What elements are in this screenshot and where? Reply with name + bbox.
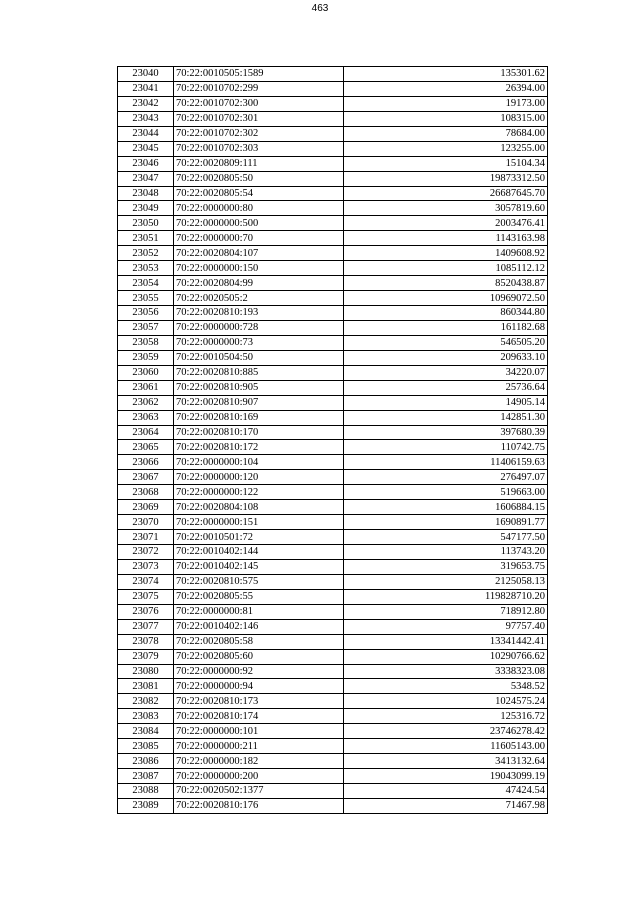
table-row [118, 335, 548, 350]
row-number-cell: 23047 [118, 171, 174, 186]
row-number-cell: 23086 [118, 754, 174, 769]
table-row [118, 470, 548, 485]
value-cell: 5348.52 [344, 679, 548, 694]
row-number-cell: 23084 [118, 724, 174, 739]
value-cell: 11406159.63 [344, 455, 548, 470]
cadastral-number-cell: 70:22:0020810:174 [174, 709, 344, 724]
records-table-body [118, 67, 548, 814]
table-row [118, 291, 548, 306]
value-cell: 2003476.41 [344, 216, 548, 231]
table-row [118, 784, 548, 799]
value-cell: 119828710.20 [344, 589, 548, 604]
cadastral-number-cell: 70:22:0020505:2 [174, 291, 344, 306]
cadastral-number-cell: 70:22:0000000:122 [174, 485, 344, 500]
cadastral-number-cell: 70:22:0010702:303 [174, 141, 344, 156]
value-cell: 10969072.50 [344, 291, 548, 306]
row-number-cell: 23088 [118, 784, 174, 799]
value-cell: 1409608.92 [344, 246, 548, 261]
row-number-cell: 23077 [118, 619, 174, 634]
table-row [118, 276, 548, 291]
cadastral-number-cell: 70:22:0020810:193 [174, 306, 344, 321]
value-cell: 276497.07 [344, 470, 548, 485]
table-row [118, 111, 548, 126]
table-row [118, 156, 548, 171]
value-cell: 135301.62 [344, 67, 548, 82]
value-cell: 19873312.50 [344, 171, 548, 186]
row-number-cell: 23059 [118, 350, 174, 365]
row-number-cell: 23063 [118, 410, 174, 425]
value-cell: 123255.00 [344, 141, 548, 156]
table-row [118, 261, 548, 276]
row-number-cell: 23075 [118, 589, 174, 604]
cadastral-number-cell: 70:22:0000000:80 [174, 201, 344, 216]
row-number-cell: 23087 [118, 769, 174, 784]
value-cell: 34220.07 [344, 365, 548, 380]
cadastral-number-cell: 70:22:0010501:72 [174, 530, 344, 545]
cadastral-number-cell: 70:22:0020804:107 [174, 246, 344, 261]
value-cell: 14905.14 [344, 395, 548, 410]
cadastral-number-cell: 70:22:0000000:728 [174, 320, 344, 335]
value-cell: 110742.75 [344, 440, 548, 455]
row-number-cell: 23053 [118, 261, 174, 276]
table-row [118, 365, 548, 380]
table-row [118, 709, 548, 724]
table-row [118, 739, 548, 754]
cadastral-number-cell: 70:22:0010702:299 [174, 81, 344, 96]
row-number-cell: 23051 [118, 231, 174, 246]
cadastral-number-cell: 70:22:0010702:301 [174, 111, 344, 126]
row-number-cell: 23079 [118, 649, 174, 664]
cadastral-number-cell: 70:22:0000000:200 [174, 769, 344, 784]
table-row [118, 589, 548, 604]
value-cell: 1143163.98 [344, 231, 548, 246]
value-cell: 78684.00 [344, 126, 548, 141]
row-number-cell: 23078 [118, 634, 174, 649]
row-number-cell: 23060 [118, 365, 174, 380]
cadastral-number-cell: 70:22:0000000:81 [174, 604, 344, 619]
value-cell: 161182.68 [344, 320, 548, 335]
cadastral-number-cell: 70:22:0020502:1377 [174, 784, 344, 799]
table-row [118, 798, 548, 813]
row-number-cell: 23050 [118, 216, 174, 231]
table-row [118, 440, 548, 455]
cadastral-number-cell: 70:22:0020810:575 [174, 574, 344, 589]
table-row [118, 231, 548, 246]
cadastral-number-cell: 70:22:0010702:302 [174, 126, 344, 141]
value-cell: 23746278.42 [344, 724, 548, 739]
cadastral-number-cell: 70:22:0020810:905 [174, 380, 344, 395]
value-cell: 397680.39 [344, 425, 548, 440]
table-row [118, 485, 548, 500]
row-number-cell: 23049 [118, 201, 174, 216]
cadastral-number-cell: 70:22:0020810:176 [174, 798, 344, 813]
row-number-cell: 23065 [118, 440, 174, 455]
table-row [118, 67, 548, 82]
table-row [118, 201, 548, 216]
cadastral-number-cell: 70:22:0020810:173 [174, 694, 344, 709]
value-cell: 519663.00 [344, 485, 548, 500]
row-number-cell: 23085 [118, 739, 174, 754]
table-row [118, 634, 548, 649]
cadastral-number-cell: 70:22:0010402:145 [174, 559, 344, 574]
cadastral-number-cell: 70:22:0000000:211 [174, 739, 344, 754]
row-number-cell: 23068 [118, 485, 174, 500]
value-cell: 97757.40 [344, 619, 548, 634]
value-cell: 8520438.87 [344, 276, 548, 291]
table-row [118, 96, 548, 111]
table-row [118, 530, 548, 545]
cadastral-number-cell: 70:22:0000000:104 [174, 455, 344, 470]
value-cell: 1606884.15 [344, 500, 548, 515]
table-row [118, 425, 548, 440]
row-number-cell: 23083 [118, 709, 174, 724]
table-row [118, 350, 548, 365]
table-row [118, 171, 548, 186]
cadastral-number-cell: 70:22:0020809:111 [174, 156, 344, 171]
value-cell: 15104.34 [344, 156, 548, 171]
value-cell: 47424.54 [344, 784, 548, 799]
table-row [118, 649, 548, 664]
table-row [118, 246, 548, 261]
value-cell: 19043099.19 [344, 769, 548, 784]
value-cell: 1085112.12 [344, 261, 548, 276]
table-row [118, 724, 548, 739]
value-cell: 26394.00 [344, 81, 548, 96]
value-cell: 3338323.08 [344, 664, 548, 679]
row-number-cell: 23052 [118, 246, 174, 261]
value-cell: 113743.20 [344, 545, 548, 560]
cadastral-number-cell: 70:22:0010402:144 [174, 545, 344, 560]
cadastral-number-cell: 70:22:0000000:92 [174, 664, 344, 679]
cadastral-number-cell: 70:22:0010504:50 [174, 350, 344, 365]
cadastral-number-cell: 70:22:0010702:300 [174, 96, 344, 111]
row-number-cell: 23061 [118, 380, 174, 395]
page-number: 463 [311, 3, 329, 14]
row-number-cell: 23043 [118, 111, 174, 126]
table-row [118, 395, 548, 410]
row-number-cell: 23054 [118, 276, 174, 291]
table-row [118, 574, 548, 589]
row-number-cell: 23064 [118, 425, 174, 440]
row-number-cell: 23070 [118, 515, 174, 530]
table-row [118, 664, 548, 679]
row-number-cell: 23073 [118, 559, 174, 574]
value-cell: 142851.30 [344, 410, 548, 425]
table-row [118, 126, 548, 141]
table-row [118, 754, 548, 769]
cadastral-number-cell: 70:22:0020805:58 [174, 634, 344, 649]
row-number-cell: 23045 [118, 141, 174, 156]
cadastral-number-cell: 70:22:0020810:907 [174, 395, 344, 410]
table-row [118, 410, 548, 425]
table-row [118, 380, 548, 395]
value-cell: 718912.80 [344, 604, 548, 619]
row-number-cell: 23076 [118, 604, 174, 619]
cadastral-number-cell: 70:22:0010505:1589 [174, 67, 344, 82]
value-cell: 11605143.00 [344, 739, 548, 754]
value-cell: 860344.80 [344, 306, 548, 321]
value-cell: 1024575.24 [344, 694, 548, 709]
row-number-cell: 23057 [118, 320, 174, 335]
records-table [117, 66, 548, 814]
table-row [118, 559, 548, 574]
cadastral-number-cell: 70:22:0000000:151 [174, 515, 344, 530]
value-cell: 3413132.64 [344, 754, 548, 769]
cadastral-number-cell: 70:22:0020805:55 [174, 589, 344, 604]
value-cell: 125316.72 [344, 709, 548, 724]
row-number-cell: 23042 [118, 96, 174, 111]
value-cell: 25736.64 [344, 380, 548, 395]
value-cell: 209633.10 [344, 350, 548, 365]
value-cell: 2125058.13 [344, 574, 548, 589]
table-row [118, 515, 548, 530]
table-row [118, 186, 548, 201]
value-cell: 319653.75 [344, 559, 548, 574]
value-cell: 1690891.77 [344, 515, 548, 530]
cadastral-number-cell: 70:22:0020804:108 [174, 500, 344, 515]
row-number-cell: 23040 [118, 67, 174, 82]
cadastral-number-cell: 70:22:0000000:120 [174, 470, 344, 485]
row-number-cell: 23072 [118, 545, 174, 560]
value-cell: 10290766.62 [344, 649, 548, 664]
row-number-cell: 23062 [118, 395, 174, 410]
cadastral-number-cell: 70:22:0000000:500 [174, 216, 344, 231]
table-row [118, 216, 548, 231]
cadastral-number-cell: 70:22:0020805:50 [174, 171, 344, 186]
cadastral-number-cell: 70:22:0000000:182 [174, 754, 344, 769]
row-number-cell: 23048 [118, 186, 174, 201]
cadastral-number-cell: 70:22:0020810:169 [174, 410, 344, 425]
value-cell: 547177.50 [344, 530, 548, 545]
row-number-cell: 23074 [118, 574, 174, 589]
row-number-cell: 23055 [118, 291, 174, 306]
table-row [118, 769, 548, 784]
value-cell: 71467.98 [344, 798, 548, 813]
row-number-cell: 23082 [118, 694, 174, 709]
cadastral-number-cell: 70:22:0010402:146 [174, 619, 344, 634]
cadastral-number-cell: 70:22:0020805:54 [174, 186, 344, 201]
table-row [118, 455, 548, 470]
row-number-cell: 23080 [118, 664, 174, 679]
cadastral-number-cell: 70:22:0000000:150 [174, 261, 344, 276]
row-number-cell: 23089 [118, 798, 174, 813]
cadastral-number-cell: 70:22:0000000:73 [174, 335, 344, 350]
table-row [118, 694, 548, 709]
row-number-cell: 23046 [118, 156, 174, 171]
row-number-cell: 23044 [118, 126, 174, 141]
cadastral-number-cell: 70:22:0020805:60 [174, 649, 344, 664]
table-row [118, 320, 548, 335]
table-row [118, 604, 548, 619]
table-row [118, 679, 548, 694]
value-cell: 19173.00 [344, 96, 548, 111]
row-number-cell: 23067 [118, 470, 174, 485]
row-number-cell: 23069 [118, 500, 174, 515]
table-row [118, 619, 548, 634]
cadastral-number-cell: 70:22:0020810:170 [174, 425, 344, 440]
table-row [118, 545, 548, 560]
table-row [118, 81, 548, 96]
table-row [118, 141, 548, 156]
cadastral-number-cell: 70:22:0000000:101 [174, 724, 344, 739]
table-row [118, 306, 548, 321]
row-number-cell: 23041 [118, 81, 174, 96]
row-number-cell: 23056 [118, 306, 174, 321]
value-cell: 3057819.60 [344, 201, 548, 216]
row-number-cell: 23081 [118, 679, 174, 694]
cadastral-number-cell: 70:22:0000000:70 [174, 231, 344, 246]
cadastral-number-cell: 70:22:0020810:172 [174, 440, 344, 455]
cadastral-number-cell: 70:22:0020804:99 [174, 276, 344, 291]
row-number-cell: 23058 [118, 335, 174, 350]
table-row [118, 500, 548, 515]
value-cell: 108315.00 [344, 111, 548, 126]
cadastral-number-cell: 70:22:0020810:885 [174, 365, 344, 380]
cadastral-number-cell: 70:22:0000000:94 [174, 679, 344, 694]
value-cell: 546505.20 [344, 335, 548, 350]
row-number-cell: 23071 [118, 530, 174, 545]
row-number-cell: 23066 [118, 455, 174, 470]
value-cell: 13341442.41 [344, 634, 548, 649]
value-cell: 26687645.70 [344, 186, 548, 201]
